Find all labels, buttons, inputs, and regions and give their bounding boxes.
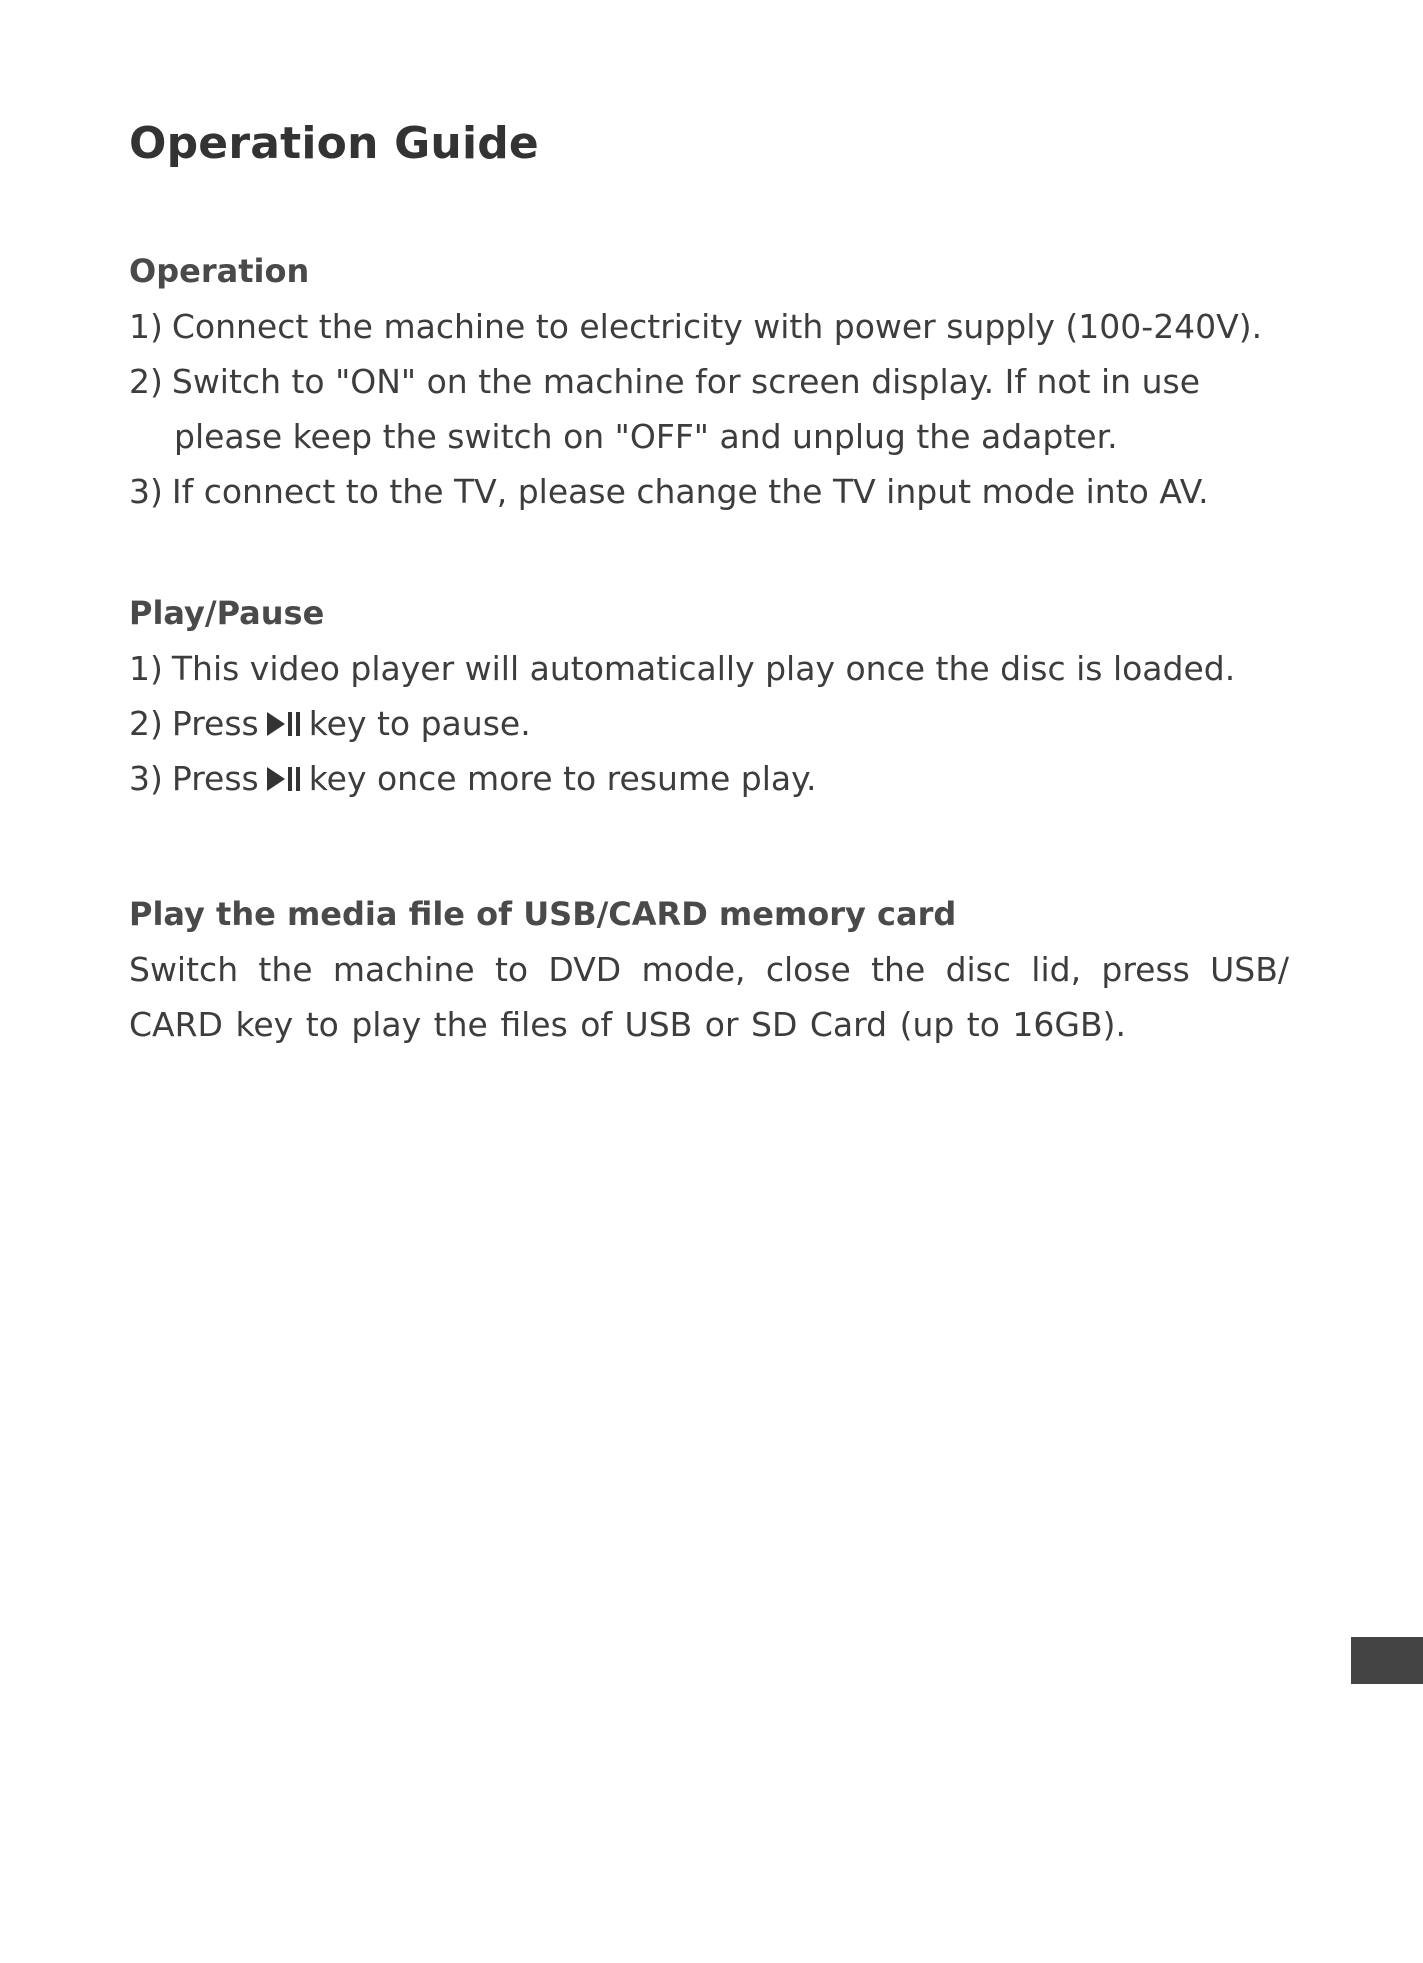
- step-text: If connect to the TV, please change the TV input mode into AV.: [171, 472, 1209, 511]
- step-number: 3): [129, 472, 163, 511]
- operation-step-1: [129, 299, 1289, 354]
- usb-card-heading: Play the media file of USB/CARD memory card: [129, 895, 957, 933]
- play-pause-step-2: [129, 696, 1289, 751]
- play-pause-icon: [265, 764, 303, 794]
- step-number: 3): [129, 759, 163, 798]
- play-pause-icon: [265, 709, 303, 739]
- play-pause-section: [129, 586, 1289, 806]
- operation-section: [129, 244, 1289, 519]
- operation-heading: Operation: [129, 252, 310, 290]
- step-number: 2): [129, 704, 163, 743]
- step-number: 1): [129, 649, 163, 688]
- operation-step-2: [129, 354, 1289, 409]
- page-title: Operation Guide: [129, 118, 539, 169]
- step-number: 2): [129, 362, 163, 401]
- operation-step-2-continued: [129, 409, 1289, 464]
- step-text-before: Press: [171, 704, 259, 743]
- step-text: Switch to "ON" on the machine for screen display. If not in use: [171, 362, 1200, 401]
- play-pause-heading: Play/Pause: [129, 594, 325, 632]
- play-pause-step-3: [129, 751, 1289, 806]
- usb-card-section: [129, 887, 1289, 1052]
- page-edge-tab: [1351, 1637, 1423, 1684]
- step-text: This video player will automatically play once the disc is loaded.: [171, 649, 1236, 688]
- operation-step-3: [129, 464, 1289, 519]
- step-text-after: key once more to resume play.: [308, 759, 817, 798]
- step-text: Connect the machine to electricity with power supply (100-240V).: [171, 307, 1263, 346]
- step-text-after: key to pause.: [308, 704, 531, 743]
- play-pause-step-1: [129, 641, 1289, 696]
- step-text-before: Press: [171, 759, 259, 798]
- usb-card-paragraph: Switch the machine to DVD mode, close the disc lid, press USB/ CARD key to play the files of USB or SD Card (up to 16GB).: [129, 950, 1289, 1044]
- step-number: 1): [129, 307, 163, 346]
- step-text: please keep the switch on "OFF" and unplug the adapter.: [174, 417, 1118, 456]
